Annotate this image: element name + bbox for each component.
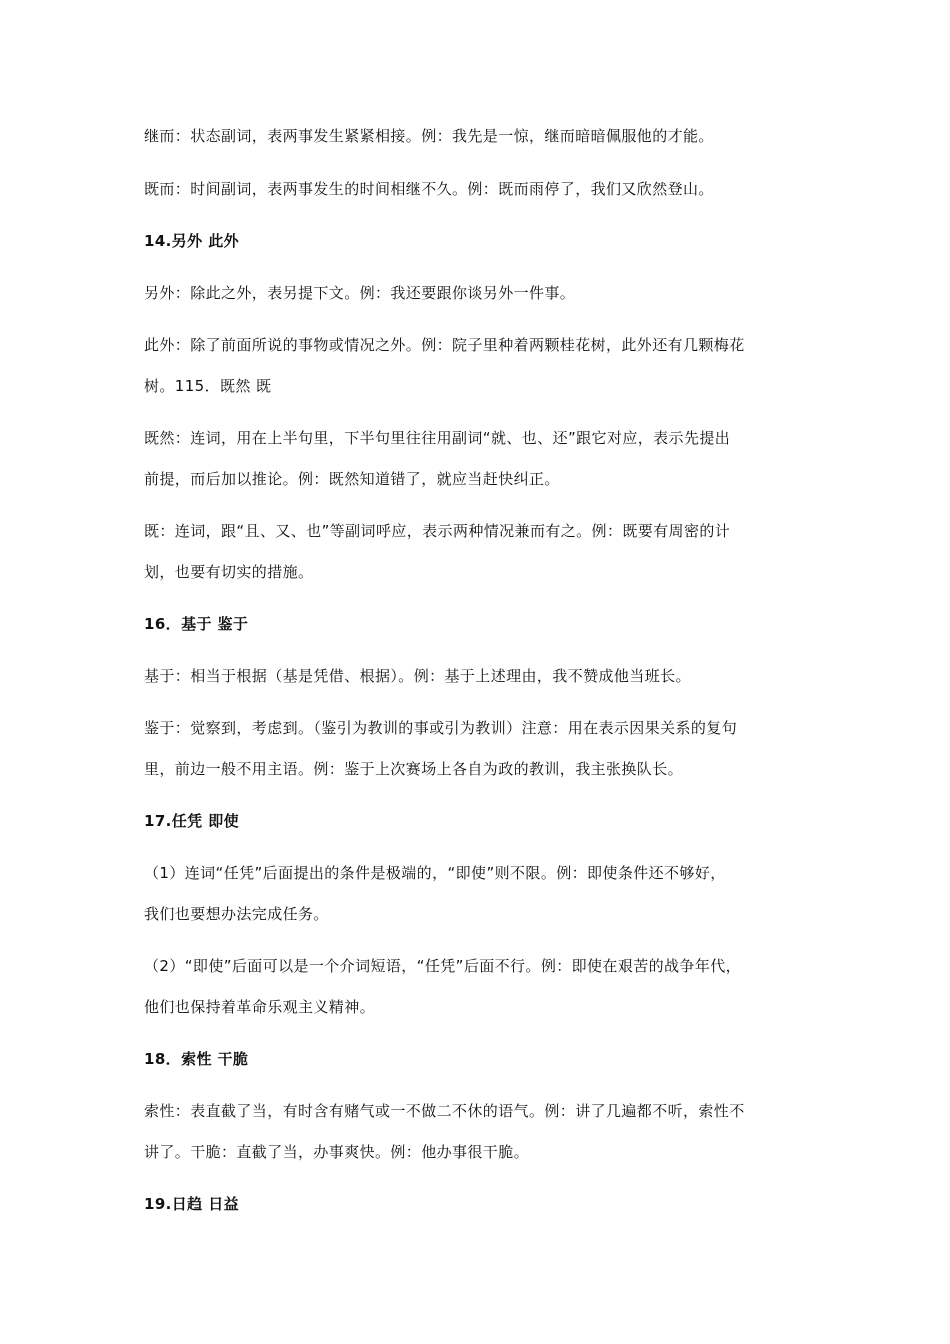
text-line: 我们也要想办法完成任务。 [144, 905, 329, 923]
section-heading: 16．基于 鉴于 [144, 615, 249, 633]
text-line: 他们也保持着革命乐观主义精神。 [144, 998, 376, 1016]
text-line: 此外：除了前面所说的事物或情况之外。例：院子里种着两颗桂花树，此外还有几颗梅花 [144, 336, 745, 354]
text-line: 索性：表直截了当，有时含有赌气或一不做二不休的语气。例：讲了几遍都不听，索性不 [144, 1102, 745, 1120]
text-line: 另外：除此之外，表另提下文。例：我还要跟你谈另外一件事。 [144, 284, 576, 302]
text-line: 划，也要有切实的措施。 [144, 563, 314, 581]
text-line: 继而：状态副词，表两事发生紧紧相接。例：我先是一惊，继而暗暗佩服他的才能。 [144, 127, 714, 145]
text-line: 既而：时间副词，表两事发生的时间相继不久。例：既而雨停了，我们又欣然登山。 [144, 180, 714, 198]
text-line: 里，前边一般不用主语。例：鉴于上次赛场上各自为政的教训，我主张换队长。 [144, 760, 684, 778]
text-line: （1）连词“任凭”后面提出的条件是极端的，“即使”则不限。例：即使条件还不够好， [144, 864, 726, 882]
section-heading: 17.任凭 即使 [144, 812, 239, 830]
text-fragment: 树。115．既然 既 [144, 377, 272, 395]
text-line: 鉴于：觉察到，考虑到。（鉴引为教训的事或引为教训）注意：用在表示因果关系的复句 [144, 719, 738, 737]
section-heading: 18．索性 干脆 [144, 1050, 249, 1068]
text-line: 既：连词，跟“且、又、也”等副词呼应，表示两种情况兼而有之。例：既要有周密的计 [144, 522, 731, 540]
text-line: 既然：连词，用在上半句里，下半句里往往用副词“就、也、还”跟它对应，表示先提出 [144, 429, 731, 447]
text-line: （2）“即使”后面可以是一个介词短语，“任凭”后面不行。例：即使在艰苦的战争年代， [144, 957, 742, 975]
section-heading: 14.另外 此外 [144, 232, 239, 250]
section-heading: 19.日趋 日益 [144, 1195, 239, 1213]
text-line [144, 376, 271, 396]
text-line: 讲了。干脆：直截了当，办事爽快。例：他办事很干脆。 [144, 1143, 530, 1161]
text-line: 基于：相当于根据（基是凭借、根据）。例：基于上述理由，我不赞成他当班长。 [144, 667, 691, 685]
text-line: 前提，而后加以推论。例：既然知道错了，就应当赶快纠正。 [144, 470, 560, 488]
